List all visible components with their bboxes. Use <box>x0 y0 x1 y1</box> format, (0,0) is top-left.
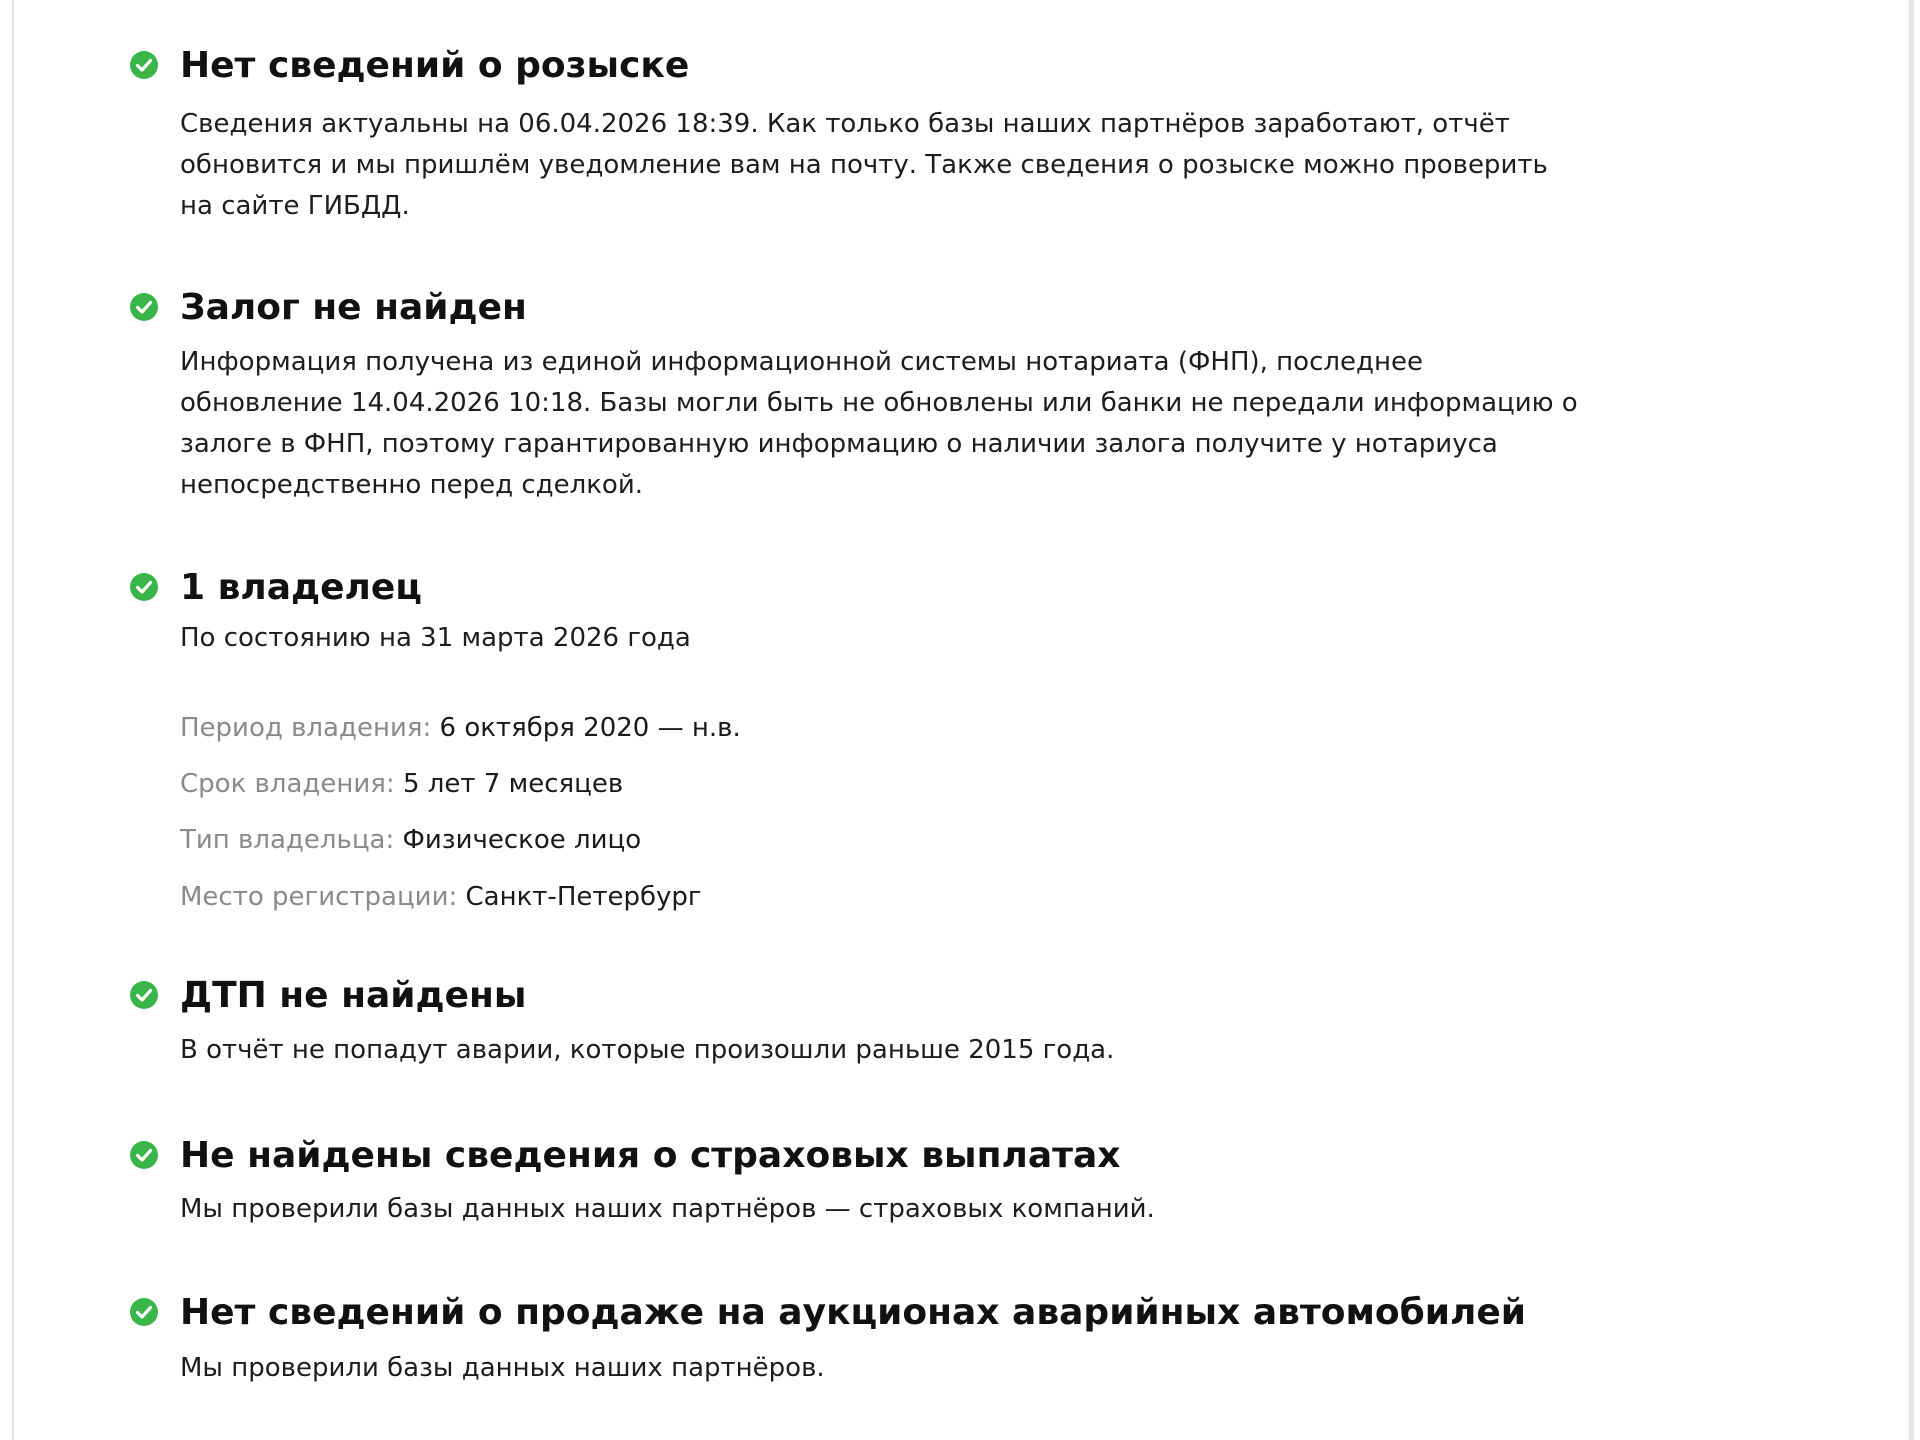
section-title: Нет сведений о розыске <box>180 45 690 86</box>
description-line: Информация получена из единой информационной системы нотариата (ФНП), последнее <box>180 347 1423 377</box>
check-circle-icon <box>128 1139 160 1171</box>
section-description <box>180 1189 1720 1230</box>
check-circle-icon <box>128 49 160 81</box>
detail-value: Санкт-Петербург <box>465 882 702 912</box>
detail-label: Тип владельца: <box>180 825 395 855</box>
detail-label: Срок владения: <box>180 769 395 799</box>
detail-label: Период владения: <box>180 713 432 743</box>
description-line: Мы проверили базы данных наших партнёров. <box>180 1353 825 1383</box>
detail-value: 5 лет 7 месяцев <box>402 769 624 799</box>
section-title: 1 владелец <box>180 567 422 608</box>
ownership-duration-row <box>180 766 623 802</box>
description-line: По состоянию на 31 марта 2026 года <box>180 623 691 653</box>
description-line: В отчёт не попадут аварии, которые произошли раньше 2015 года. <box>180 1035 1115 1065</box>
description-line: Мы проверили базы данных наших партнёров — страховых компаний. <box>180 1194 1155 1224</box>
description-line: непосредственно перед сделкой. <box>180 470 643 500</box>
section-title: ДТП не найдены <box>180 975 527 1016</box>
description-line: залоге в ФНП, поэтому гарантированную информацию о наличии залога получите у нотариуса <box>180 429 1498 459</box>
registration-place-row <box>180 879 702 915</box>
section-description <box>180 618 1720 659</box>
check-circle-icon <box>128 1296 160 1328</box>
check-circle-icon <box>128 291 160 323</box>
ownership-period-row <box>180 710 741 746</box>
section-description <box>180 1348 1720 1389</box>
section-description <box>180 104 1720 227</box>
section-title: Не найдены сведения о страховых выплатах <box>180 1135 1121 1176</box>
description-line: на сайте ГИБДД. <box>180 191 410 221</box>
owner-type-row <box>180 822 641 858</box>
check-circle-icon <box>128 979 160 1011</box>
detail-value: 6 октября 2020 — н.в. <box>439 713 741 743</box>
description-line: обновится и мы пришлём уведомление вам на почту. Также сведения о розыске можно проверить <box>180 150 1548 180</box>
content-frame-left-border <box>12 0 14 1440</box>
detail-label: Место регистрации: <box>180 882 458 912</box>
section-title: Залог не найден <box>180 287 527 328</box>
description-line: обновление 14.04.2026 10:18. Базы могли быть не обновлены или банки не передали информацию о <box>180 388 1578 418</box>
description-line: Сведения актуальны на 06.04.2026 18:39. Как только базы наших партнёров заработают, отчёт <box>180 109 1510 139</box>
detail-value: Физическое лицо <box>402 825 642 855</box>
section-title: Нет сведений о продаже на аукционах аварийных автомобилей <box>180 1292 1527 1333</box>
section-description <box>180 342 1720 506</box>
check-circle-icon <box>128 571 160 603</box>
scrollbar-track[interactable] <box>1909 0 1914 1440</box>
section-description <box>180 1030 1720 1071</box>
